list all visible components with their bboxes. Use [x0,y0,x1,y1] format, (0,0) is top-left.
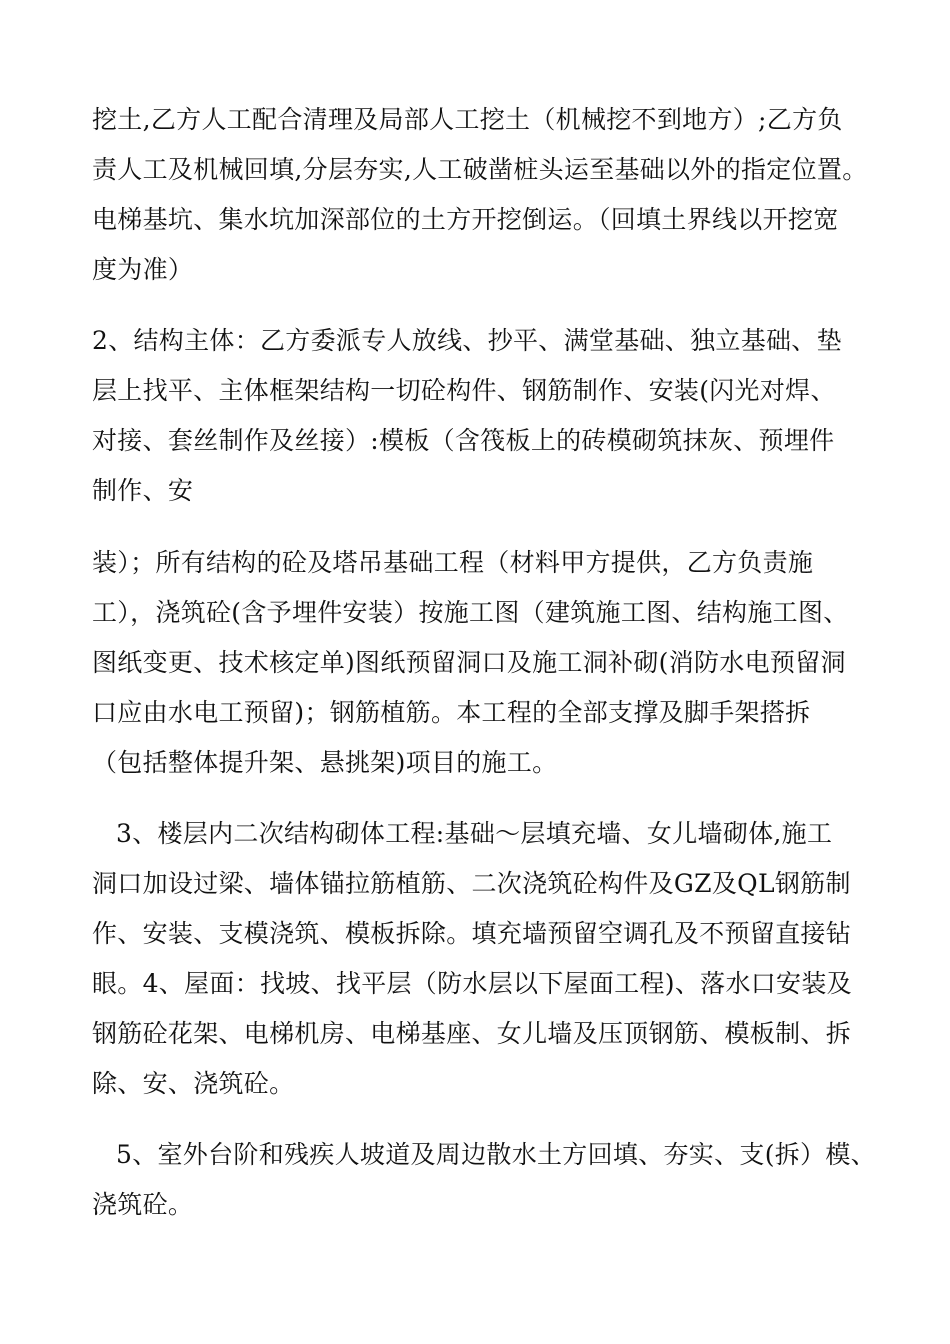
text-line: 制作、安 [92,476,194,505]
text-line: 作、安装、支模浇筑、模板拆除。填充墙预留空调孔及不预留直接钻 [92,919,852,948]
text-line: 2、结构主体：乙方委派专人放线、抄平、满堂基础、独立基础、垫 [92,326,842,355]
text-line: 口应由水电工预留)；钢筋植筋。本工程的全部支撑及脚手架搭拆 [92,698,811,727]
text-line: 洞口加设过梁、墙体锚拉筋植筋、二次浇筑砼构件及GZ及QL钢筋制 [92,869,851,898]
text-line: 工），浇筑砼(含予埋件安装）按施工图（建筑施工图、结构施工图、 [92,598,849,627]
text-line: 装）；所有结构的砼及塔吊基础工程（材料甲方提供，乙方负责施 [92,548,814,577]
text-line: 3、楼层内二次结构砌体工程:基础～层填充墙、女儿墙砌体,施工 [116,819,833,848]
text-line: （包括整体提升架、悬挑架)项目的施工。 [92,748,558,777]
text-line: 度为准） [92,255,194,284]
text-line: 挖土,乙方人工配合清理及局部人工挖土（机械挖不到地方）;乙方负 [92,105,843,134]
text-line: 浇筑砼。 [92,1190,194,1219]
text-line: 层上找平、主体框架结构一切砼构件、钢筋制作、安装(闪光对焊、 [92,376,836,405]
text-line: 电梯基坑、集水坑加深部位的土方开挖倒运。（回填土界线以开挖宽 [92,205,839,234]
text-line: 眼。4、屋面：找坡、找平层（防水层以下屋面工程)、落水口安装及 [92,969,852,998]
text-line: 5、室外台阶和残疾人坡道及周边散水土方回填、夯实、支(拆）模、 [116,1140,876,1169]
text-line: 对接、套丝制作及丝接）:模板（含筏板上的砖模砌筑抹灰、预埋件 [92,426,835,455]
text-line: 钢筋砼花架、电梯机房、电梯基座、女儿墙及压顶钢筋、模板制、拆 [92,1019,852,1048]
text-line: 责人工及机械回填,分层夯实,人工破凿桩头运至基础以外的指定位置。 [92,155,868,184]
text-line: 除、安、浇筑砼。 [92,1069,295,1098]
text-line: 图纸变更、技术核定单)图纸预留洞口及施工洞补砌(消防水电预留洞 [92,648,846,677]
